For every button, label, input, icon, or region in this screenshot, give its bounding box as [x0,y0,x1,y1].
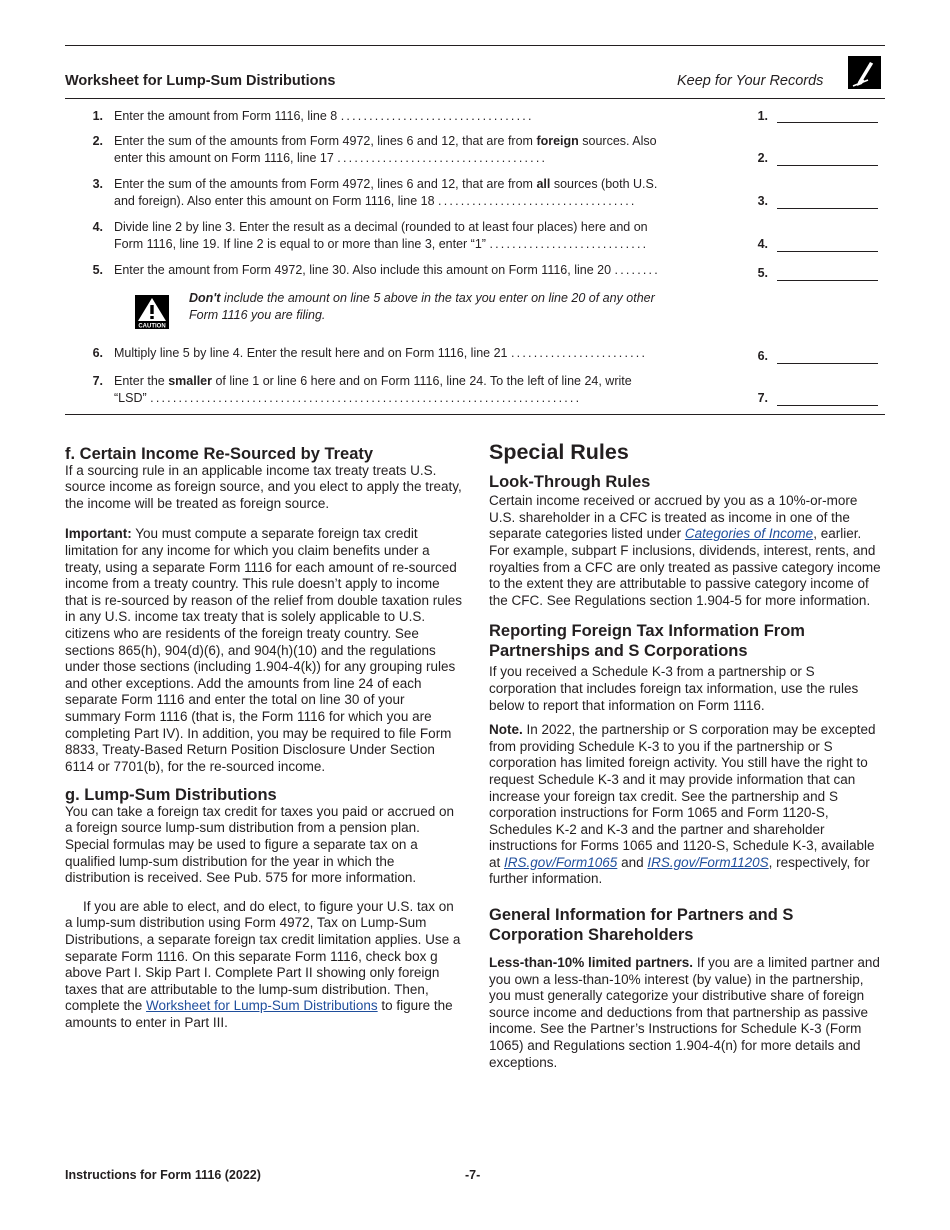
footer-form-title: Instructions for Form 1116 (2022) [65,1168,261,1182]
top-rule [65,45,885,46]
section-g-heading: g. Lump-Sum Distributions [65,786,277,805]
answer-line-4[interactable] [777,251,878,252]
section-g-paragraph-2: If you are able to elect, and do elect, to figure your U.S. tax on a lump-sum distribution using Form 4972, Tax on Lump-Sum Distributions, a separate foreign tax credit limitation applies. Use a separate Form 1116. On this separate Form 1116, check box g above Part I. Skip Part I. Complete Part II showing only foreign taxes that are attributable to the lump-sum distribution. Then, complete the Worksheet for Lump-Sum Distributions to figure the amounts to enter in Part III. [65,898,461,1030]
answer-line-7[interactable] [777,405,878,406]
important-paragraph: Important: You must compute a separate foreign tax credit limitation for any income for which you claim benefits under a treaty, using a separate Form 1116 for each amount of re-sourced income from a treaty country. This rule doesn’t apply to income that is re-sourced by reason of the relief from double taxation rules in any U.S. income tax treaty that is solely applicable to U.S. citizens who are residents of the foreign treaty country. See sections 865(h), 904(d)(6), and 904(h)(10) and the regulations under those sections (including 1.904-4(k)) for any grouping rules and other exceptions. Add the amounts from line 24 of each separate Form 1116 and enter the total on line 30 of your summary Form 1116 (that is, the Form 1116 for which you are completing Part IV). In addition, you may be required to file Form 8833, Treaty-Based Return Position Disclosure Under Section 6114 or 7701(b), for the re-sourced income. [65,526,462,774]
section-g-paragraph-1: You can take a foreign tax credit for taxes you paid or accrued on a foreign source lump-sum distribution from a pension plan. Special formulas may be used to figure a separate tax on a qualified lump-sum distribution for the year in which the distribution is received. See Pub. 575 for more information. [65,803,454,886]
reporting-heading: Reporting Foreign Tax Information From Partnerships and S Corporations [489,622,805,661]
answer-line-5[interactable] [777,280,878,281]
bottom-rule [65,414,885,415]
special-rules-heading: Special Rules [489,440,629,464]
general-info-heading: General Information for Partners and S Corporation Shareholders [489,906,794,945]
caution-text: Don't include the amount on line 5 above in the tax you enter on line 20 of any other Form 1116 you are filing. [189,291,655,322]
limited-partners-paragraph: Less-than-10% limited partners. If you are a limited partner and you own a less-than-10% interest (by value) in the partnership, you must generally categorize your distributive share of foreign source income and deductions from that partnership as passive income. See the Partner’s Instructions for Schedule K-3 (Form 1065) and Regulations section 1.904-4(n) for more details and exceptions. [489,955,880,1070]
answer-line-2[interactable] [777,165,878,166]
worksheet-link[interactable]: Worksheet for Lump-Sum Distributions [146,998,378,1014]
form1120s-link[interactable]: IRS.gov/Form1120S [647,854,769,870]
section-f-paragraph: If a sourcing rule in an applicable income tax treaty treats U.S. source income as foreign source, and you elect to apply the treaty, the income will be treated as foreign source. [65,462,462,511]
form1065-link[interactable]: IRS.gov/Form1065 [504,854,618,870]
pencil-icon [848,56,881,89]
answer-line-3[interactable] [777,208,878,209]
section-f-heading: f. Certain Income Re-Sourced by Treaty [65,445,374,463]
look-through-heading: Look-Through Rules [489,472,651,491]
answer-line-1[interactable] [777,122,878,123]
keep-records-label: Keep for Your Records [677,73,824,89]
left-column [65,446,463,1032]
caution-label: CAUTION [138,323,166,329]
header-rule [65,98,885,99]
reporting-paragraph: If you received a Schedule K-3 from a partnership or S corporation that includes foreign tax information, use the rules below to report that information on Form 1116. [489,664,859,713]
right-column [489,440,885,1071]
categories-of-income-link[interactable]: Categories of Income [684,526,814,542]
answer-line-6[interactable] [777,363,878,364]
look-through-paragraph: Certain income received or accrued by you as a 10%-or-more U.S. shareholder in a CFC is treated as income in one of the separate categories listed under Categories of Income, earlier. For example, subpart F inclusions, dividends, interest, rents, and royalties from a CFC are only treated as passive category income to the extent they are attributable to passive category income of the CFC. See Regulations section 1.904-5 for more information. [489,493,881,608]
caution-icon [135,295,169,329]
page-number: -7- [465,1168,481,1182]
worksheet-title: Worksheet for Lump-Sum Distributions [65,73,336,89]
note-paragraph: Note. In 2022, the partnership or S corporation may be excepted from providing Schedule K-3 to you if the partnership or S corporation has limited foreign activity. You still have the right to request Schedule K-3 and it may provide information that can increase your foreign tax credit. See the partnership and S corporation instructions for Form 1065 and Form 1120-S, Schedules K-2 and K-3 and the partner and shareholder instructions for Forms 1065 and 1120-S, Schedule K-3, available at IRS.gov/Form1065 and IRS.gov/Form1120S, respectively, for further information. [489,722,876,887]
